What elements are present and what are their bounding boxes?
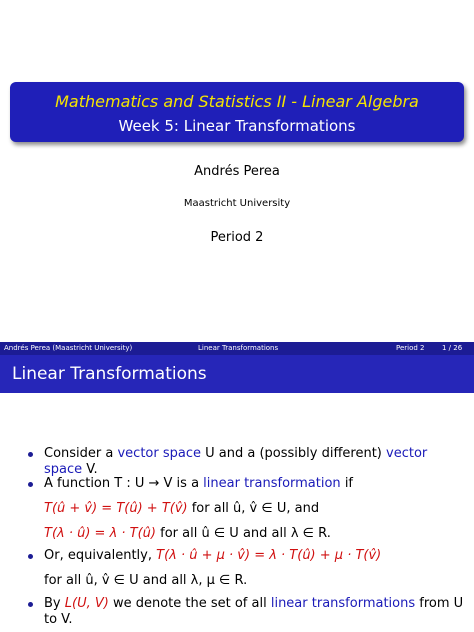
text-segment: A function T : U → V is a xyxy=(44,476,204,491)
notation-luv: L(U, V) xyxy=(64,596,109,611)
text-segment: from U to V. xyxy=(44,596,464,627)
text-segment: if xyxy=(340,476,354,491)
text-segment: U and a (possibly different) xyxy=(201,446,387,461)
text-segment: for all û ∈ U and all λ ∈ R. xyxy=(156,526,331,541)
footer-bar xyxy=(0,342,474,355)
author-name: Andrés Perea xyxy=(194,164,280,179)
text-segment: V. xyxy=(82,461,98,477)
keyword-linear-transformation: linear transformation xyxy=(203,476,341,491)
frame-title: Linear Transformations xyxy=(12,364,207,384)
institution: Maastricht University xyxy=(183,198,291,209)
frame-title-bar xyxy=(0,355,474,393)
formula-homogeneity: T(λ · û) = λ · T(û) xyxy=(44,526,156,541)
keyword-linear-transformations: linear transformations xyxy=(270,596,416,611)
title-box xyxy=(10,82,464,142)
text-segment: we denote the set of all xyxy=(108,596,271,611)
slide-title: Mathematics and Statistics II - Linear Algebra xyxy=(55,92,419,111)
text-segment: By xyxy=(44,596,65,611)
slide-subtitle: Week 5: Linear Transformations xyxy=(118,117,356,135)
bullet-equivalent xyxy=(28,548,381,564)
text-segment: Or, equivalently, xyxy=(44,548,157,563)
text-segment: Consider a xyxy=(44,446,118,461)
quantifier-line: for all û, v̂ ∈ U and all λ, μ ∈ R. xyxy=(44,573,248,588)
keyword-vector-space: vector space xyxy=(44,446,428,477)
footer-author: Andrés Perea (Maastricht University) xyxy=(4,344,133,352)
keyword-vector-space: vector space xyxy=(117,446,201,461)
footer-period: Period 2 xyxy=(396,344,425,352)
bullet-definition xyxy=(28,476,353,492)
additivity-line xyxy=(44,501,319,517)
period-label: Period 2 xyxy=(210,230,264,245)
bullet-notation xyxy=(28,596,474,627)
text-segment: for all û, v̂ ∈ U, and xyxy=(187,501,320,516)
bullet-vector-spaces xyxy=(28,446,468,477)
formula-additivity: T(û + v̂) = T(û) + T(v̂) xyxy=(44,501,188,516)
homogeneity-line xyxy=(44,526,331,542)
footer-topic: Linear Transformations xyxy=(198,344,279,352)
footer-page-number: 1 / 26 xyxy=(442,344,463,352)
formula-linear-combination: T(λ · û + μ · v̂) = λ · T(û) + μ · T(v̂) xyxy=(156,548,382,563)
